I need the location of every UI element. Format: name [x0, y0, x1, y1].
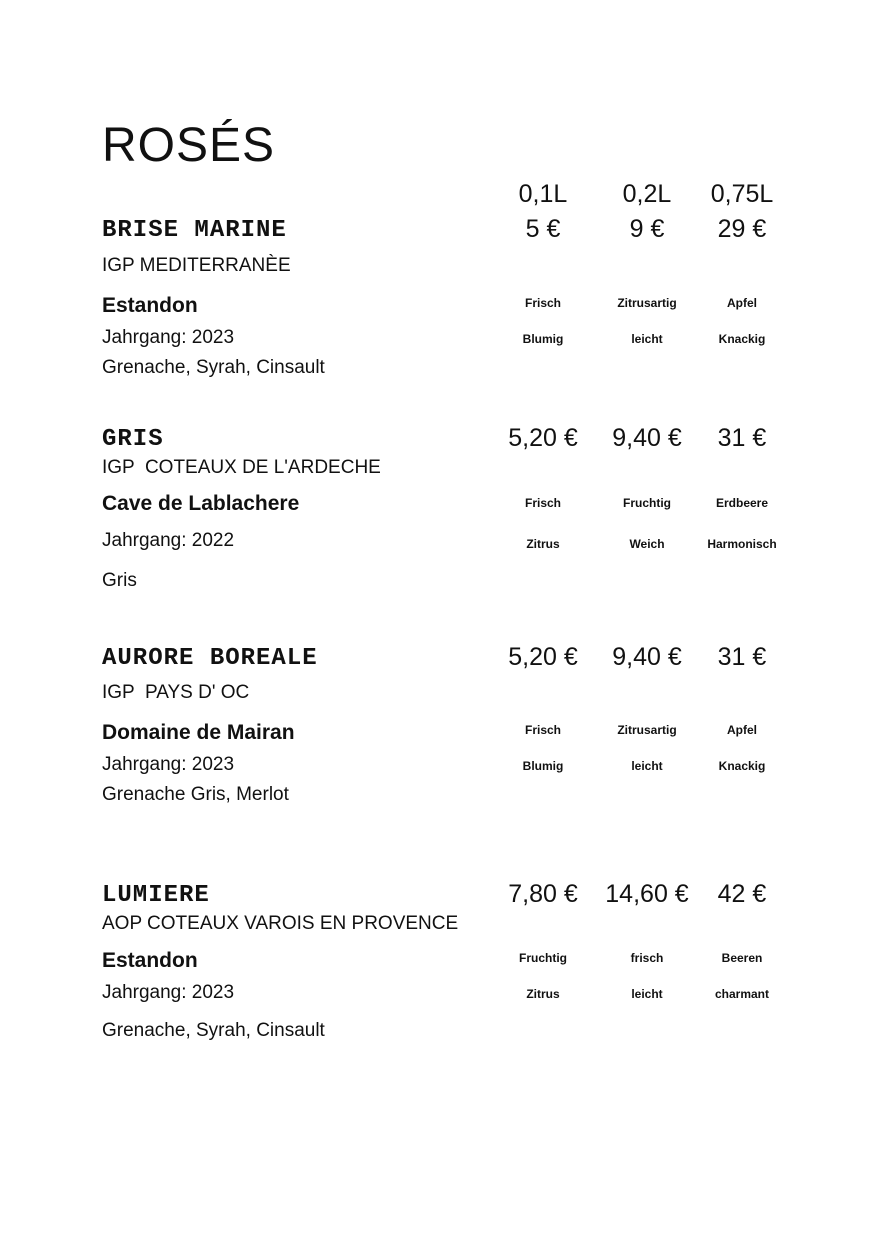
wine-name: LUMIERE — [102, 882, 210, 909]
tasting-note: Apfel — [727, 723, 757, 737]
price-small: 5 € — [525, 215, 561, 243]
wine-grapes: Gris — [102, 570, 137, 591]
tasting-note: Knackig — [718, 332, 766, 346]
tasting-note: Fruchtig — [623, 496, 671, 510]
wine-producer: Estandon — [102, 294, 198, 317]
wine-region: AOP COTEAUX VAROIS EN PROVENCE — [102, 913, 459, 934]
price-small: 5,20 € — [508, 424, 578, 452]
price-medium: 9,40 € — [612, 424, 682, 452]
size-header-bottle: 0,75L — [710, 180, 774, 208]
tasting-note: Blumig — [522, 332, 564, 346]
wine-grapes: Grenache, Syrah, Cinsault — [102, 357, 325, 378]
price-medium: 9,40 € — [612, 643, 682, 671]
wine-region: IGP PAYS D' OC — [102, 682, 250, 703]
size-header-small: 0,1L — [518, 180, 568, 208]
wine-producer: Domaine de Mairan — [102, 721, 295, 744]
wine-name: AURORE BOREALE — [102, 645, 318, 672]
tasting-note: Harmonisch — [707, 537, 777, 551]
price-bottle: 31 € — [717, 643, 767, 671]
tasting-note: Beeren — [721, 951, 763, 965]
tasting-note: Zitrusartig — [617, 296, 677, 310]
tasting-note: leicht — [631, 987, 663, 1001]
wine-vintage: Jahrgang: 2023 — [102, 982, 235, 1003]
price-medium: 14,60 € — [605, 880, 689, 908]
wine-producer: Cave de Lablachere — [102, 492, 300, 515]
tasting-note: frisch — [630, 951, 664, 965]
price-bottle: 42 € — [717, 880, 767, 908]
wine-region: IGP COTEAUX DE L'ARDECHE — [102, 457, 381, 478]
tasting-note: Zitrusartig — [617, 723, 677, 737]
tasting-note: Zitrus — [526, 537, 560, 551]
wine-grapes: Grenache, Syrah, Cinsault — [102, 1020, 325, 1041]
tasting-note: leicht — [631, 759, 663, 773]
price-small: 7,80 € — [508, 880, 578, 908]
tasting-note: Zitrus — [526, 987, 560, 1001]
tasting-note: Weich — [629, 537, 665, 551]
wine-name: GRIS — [102, 426, 164, 453]
wine-producer: Estandon — [102, 949, 198, 972]
tasting-note: Apfel — [727, 296, 757, 310]
tasting-note: Blumig — [522, 759, 564, 773]
tasting-note: Knackig — [718, 759, 766, 773]
wine-vintage: Jahrgang: 2023 — [102, 754, 235, 775]
price-medium: 9 € — [629, 215, 665, 243]
tasting-note: leicht — [631, 332, 663, 346]
tasting-note: Frisch — [524, 496, 561, 510]
tasting-note: Frisch — [524, 723, 561, 737]
wine-name: BRISE MARINE — [102, 217, 287, 244]
price-bottle: 29 € — [717, 215, 767, 243]
wine-grapes: Grenache Gris, Merlot — [102, 784, 289, 805]
size-header-medium: 0,2L — [622, 180, 672, 208]
price-bottle: 31 € — [717, 424, 767, 452]
page-title: ROSÉS — [102, 119, 276, 172]
tasting-note: Frisch — [524, 296, 561, 310]
price-small: 5,20 € — [508, 643, 578, 671]
wine-region: IGP MEDITERRANÈE — [102, 255, 291, 276]
tasting-note: charmant — [714, 987, 770, 1001]
tasting-note: Erdbeere — [715, 496, 769, 510]
tasting-note: Fruchtig — [519, 951, 567, 965]
wine-vintage: Jahrgang: 2022 — [102, 530, 235, 551]
wine-vintage: Jahrgang: 2023 — [102, 327, 235, 348]
